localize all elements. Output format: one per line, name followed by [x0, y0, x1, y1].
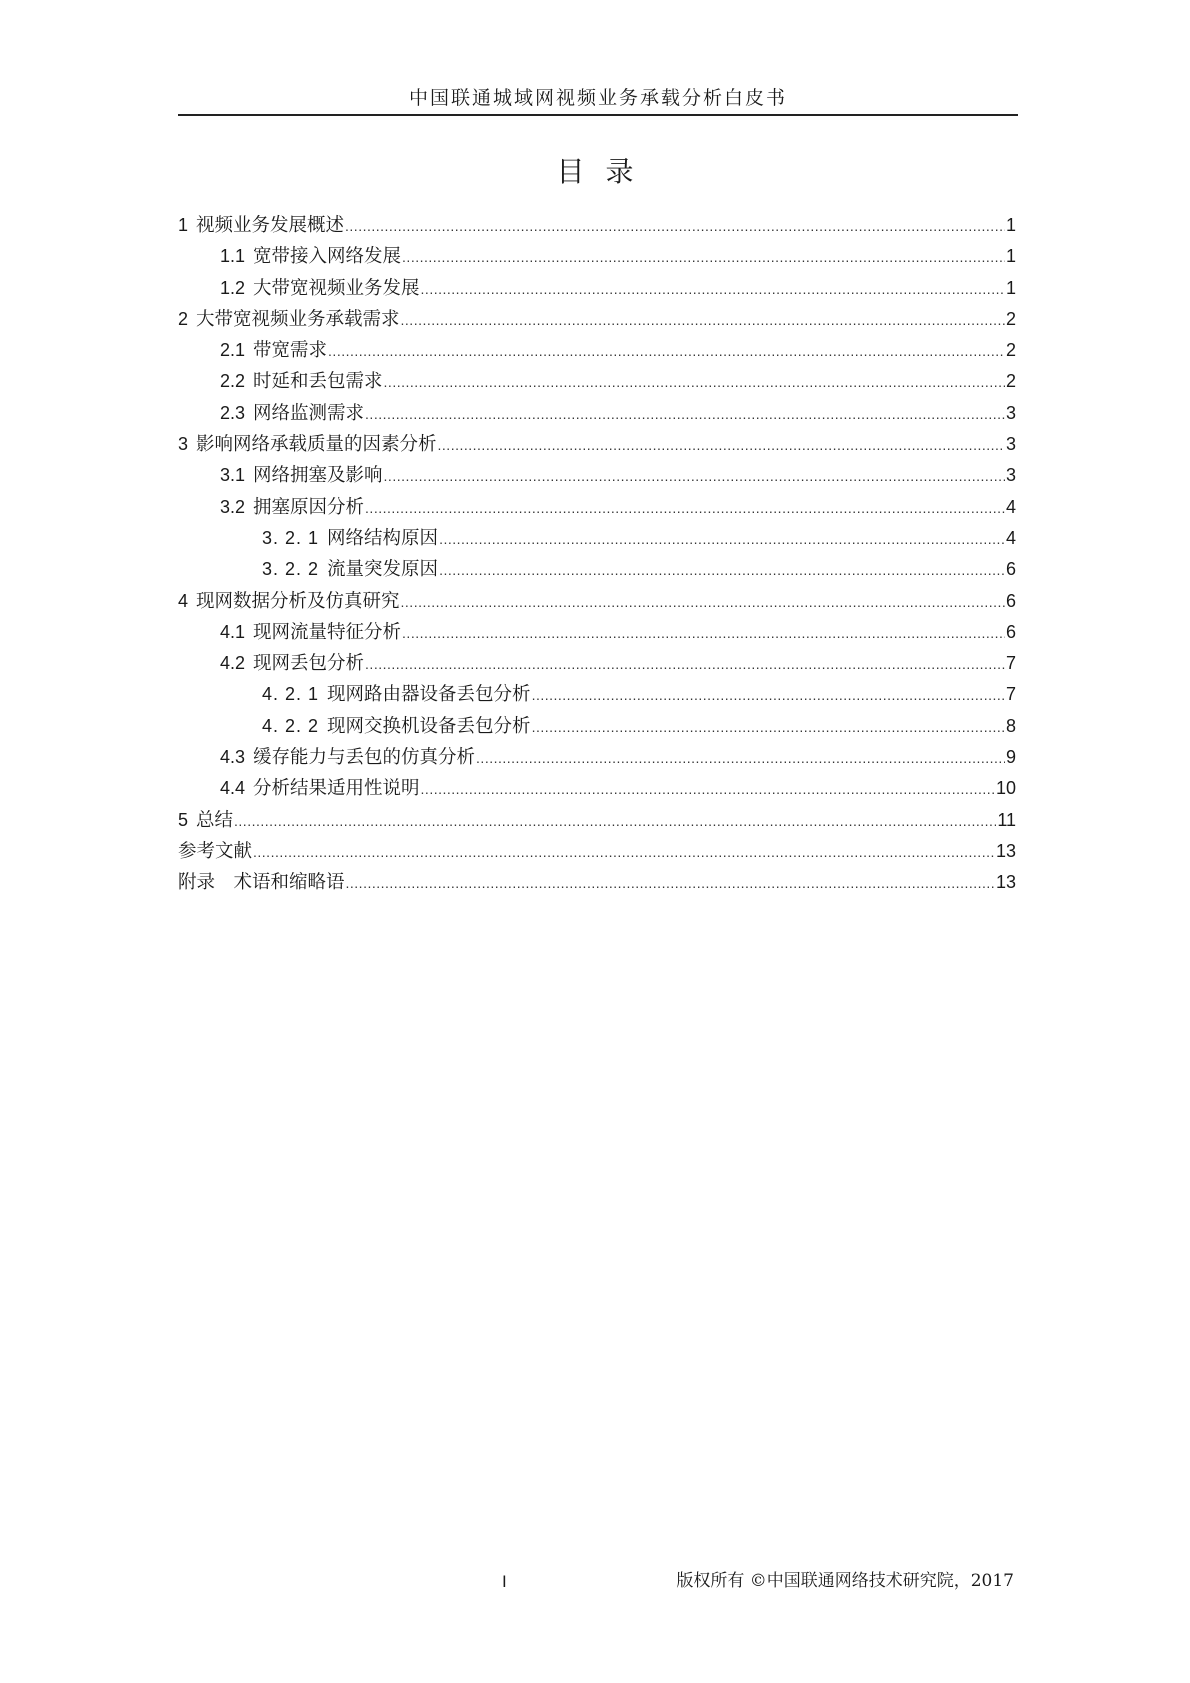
- toc-entry[interactable]: [178, 805, 1016, 836]
- toc-entry[interactable]: [178, 366, 1016, 397]
- toc-dot-leader: [401, 587, 1005, 618]
- toc-entry-page: 6: [1005, 621, 1016, 642]
- toc-dot-leader: [253, 837, 995, 868]
- toc-entry-label: 缓存能力与丢包的仿真分析: [253, 747, 476, 769]
- toc-entry-label: 大带宽视频业务承载需求: [196, 308, 400, 330]
- toc-dot-leader: [365, 649, 1005, 680]
- toc-entry[interactable]: [178, 335, 1016, 366]
- toc-entry-page: 8: [1005, 715, 1016, 736]
- toc-entry-label: 参考文献: [178, 840, 253, 862]
- toc-entry[interactable]: [178, 586, 1016, 617]
- toc-entry-page: 3: [1005, 465, 1016, 486]
- toc-entry[interactable]: [178, 648, 1016, 679]
- toc-entry-page: 2: [1005, 371, 1016, 392]
- toc-entry-label: 流量突发原因: [327, 559, 439, 581]
- toc-entry[interactable]: [178, 773, 1016, 804]
- toc-entry[interactable]: [178, 492, 1016, 523]
- toc-entry-label: 现网路由器设备丢包分析: [327, 684, 531, 706]
- toc-entry[interactable]: [178, 304, 1016, 335]
- toc-entry-page: 1: [1005, 246, 1016, 267]
- toc-dot-leader: [438, 430, 1005, 461]
- header-rule: [178, 114, 1018, 116]
- toc-entry-page: 4: [1005, 496, 1016, 517]
- toc-entry[interactable]: [178, 617, 1016, 648]
- toc-dot-leader: [421, 774, 995, 805]
- toc-entry-number: 4.1: [220, 621, 246, 642]
- toc-entry-number: 4: [178, 590, 189, 611]
- toc-entry-label: 拥塞原因分析: [253, 496, 365, 518]
- toc-dot-leader: [439, 555, 1005, 586]
- toc-entry[interactable]: [178, 241, 1016, 272]
- toc-entry-page: 2: [1005, 308, 1016, 329]
- toc-entry-number: 1.2: [220, 277, 246, 298]
- toc-entry-page: 7: [1005, 684, 1016, 705]
- toc-entry-page: 4: [1005, 527, 1016, 548]
- toc-dot-leader: [402, 618, 1005, 649]
- toc-entry[interactable]: [178, 679, 1016, 710]
- toc-entry-number: 1: [178, 215, 189, 235]
- toc-entry-label: 现网交换机设备丢包分析: [327, 715, 531, 737]
- toc-entry-label: 现网数据分析及仿真研究: [196, 590, 400, 612]
- toc-entry-page: 6: [1005, 559, 1016, 580]
- toc-dot-leader: [532, 712, 1005, 743]
- toc-entry-page: 9: [1005, 747, 1016, 768]
- toc-dot-leader: [476, 743, 1005, 774]
- toc-entry[interactable]: [178, 711, 1016, 742]
- toc-entry-number: 4. 2. 1: [262, 684, 320, 705]
- footer-page-number: I: [502, 1572, 507, 1591]
- toc-entry[interactable]: [178, 867, 1016, 898]
- toc-entry[interactable]: [178, 523, 1016, 554]
- toc-dot-leader: [365, 493, 1005, 524]
- toc-entry[interactable]: [178, 460, 1016, 491]
- toc-entry[interactable]: [178, 836, 1016, 867]
- toc-entry-page: 7: [1005, 653, 1016, 674]
- toc-entry-number: 3.2: [220, 496, 246, 517]
- toc-entry-page: 3: [1005, 434, 1016, 455]
- toc-entry-label: 现网丢包分析: [253, 653, 365, 675]
- toc-entry-number: 5: [178, 809, 189, 830]
- toc-entry-number: 4.2: [220, 653, 246, 674]
- toc-entry-label: 总结: [196, 809, 234, 831]
- toc-entry-label: 网络结构原因: [327, 527, 439, 549]
- toc-entry-label: 网络监测需求: [253, 402, 365, 424]
- toc-entry-page: 1: [1005, 277, 1016, 298]
- toc-dot-leader: [365, 399, 1005, 430]
- footer-copyright: 版权所有 ©中国联通网络技术研究院，2017: [676, 1571, 1014, 1591]
- toc-dot-leader: [421, 274, 1005, 305]
- toc-dot-leader: [345, 211, 1005, 242]
- toc-entry-number: 2.1: [220, 340, 246, 361]
- toc-dot-leader: [234, 806, 996, 837]
- toc-entry-label: 影响网络承载质量的因素分析: [196, 434, 437, 456]
- toc-entry-label: 带宽需求: [253, 340, 328, 362]
- toc-entry-number: 4.3: [220, 747, 246, 768]
- toc-dot-leader: [346, 868, 995, 899]
- toc-entry-label: 网络拥塞及影响: [253, 465, 383, 487]
- toc-dot-leader: [384, 461, 1005, 492]
- toc-entry[interactable]: [178, 429, 1016, 460]
- toc-entry-number: 3.1: [220, 465, 246, 486]
- toc-title: 目 录: [556, 155, 640, 188]
- toc-entry-page: 6: [1005, 590, 1016, 611]
- toc-dot-leader: [384, 367, 1005, 398]
- toc-entry-number: 3. 2. 2: [262, 559, 320, 580]
- toc-entry-label: 大带宽视频业务发展: [253, 277, 420, 299]
- toc-entry-label: 视频业务发展概述: [196, 215, 345, 236]
- toc-entry-label: 附录 术语和缩略语: [178, 872, 345, 894]
- toc-entry-page: 11: [997, 809, 1016, 830]
- toc-entry-number: 2: [178, 308, 189, 329]
- toc-entry-number: 2.3: [220, 402, 246, 423]
- toc-entry-label: 时延和丢包需求: [253, 371, 383, 393]
- toc-dot-leader: [328, 336, 1005, 367]
- toc-dot-leader: [402, 242, 1005, 273]
- toc-entry-label: 分析结果适用性说明: [253, 778, 420, 800]
- toc-entry[interactable]: [178, 210, 1016, 241]
- toc-entry[interactable]: [178, 273, 1016, 304]
- toc-dot-leader: [401, 305, 1005, 336]
- toc-entry-number: 3: [178, 434, 189, 455]
- toc-dot-leader: [532, 680, 1005, 711]
- toc-entry-label: 现网流量特征分析: [253, 621, 402, 643]
- toc-entry-page: 3: [1005, 402, 1016, 423]
- toc-entry-number: 1.1: [220, 246, 246, 267]
- table-of-contents: [178, 210, 1016, 899]
- toc-entry-page: 2: [1005, 340, 1016, 361]
- toc-entry[interactable]: [178, 742, 1016, 773]
- toc-entry-number: 3. 2. 1: [262, 527, 320, 548]
- toc-entry-number: 4.4: [220, 778, 246, 799]
- toc-entry-number: 4. 2. 2: [262, 715, 320, 736]
- toc-entry[interactable]: [178, 554, 1016, 585]
- toc-dot-leader: [439, 524, 1005, 555]
- toc-entry-number: 2.2: [220, 371, 246, 392]
- toc-entry-page: 13: [995, 872, 1016, 893]
- toc-entry-page: 13: [995, 840, 1016, 861]
- toc-entry-label: 宽带接入网络发展: [253, 246, 402, 268]
- toc-entry-page: 10: [995, 778, 1016, 799]
- running-header: 中国联通城域网视频业务承载分析白皮书: [408, 87, 787, 109]
- toc-entry[interactable]: [178, 398, 1016, 429]
- toc-entry-page: 1: [1005, 215, 1016, 235]
